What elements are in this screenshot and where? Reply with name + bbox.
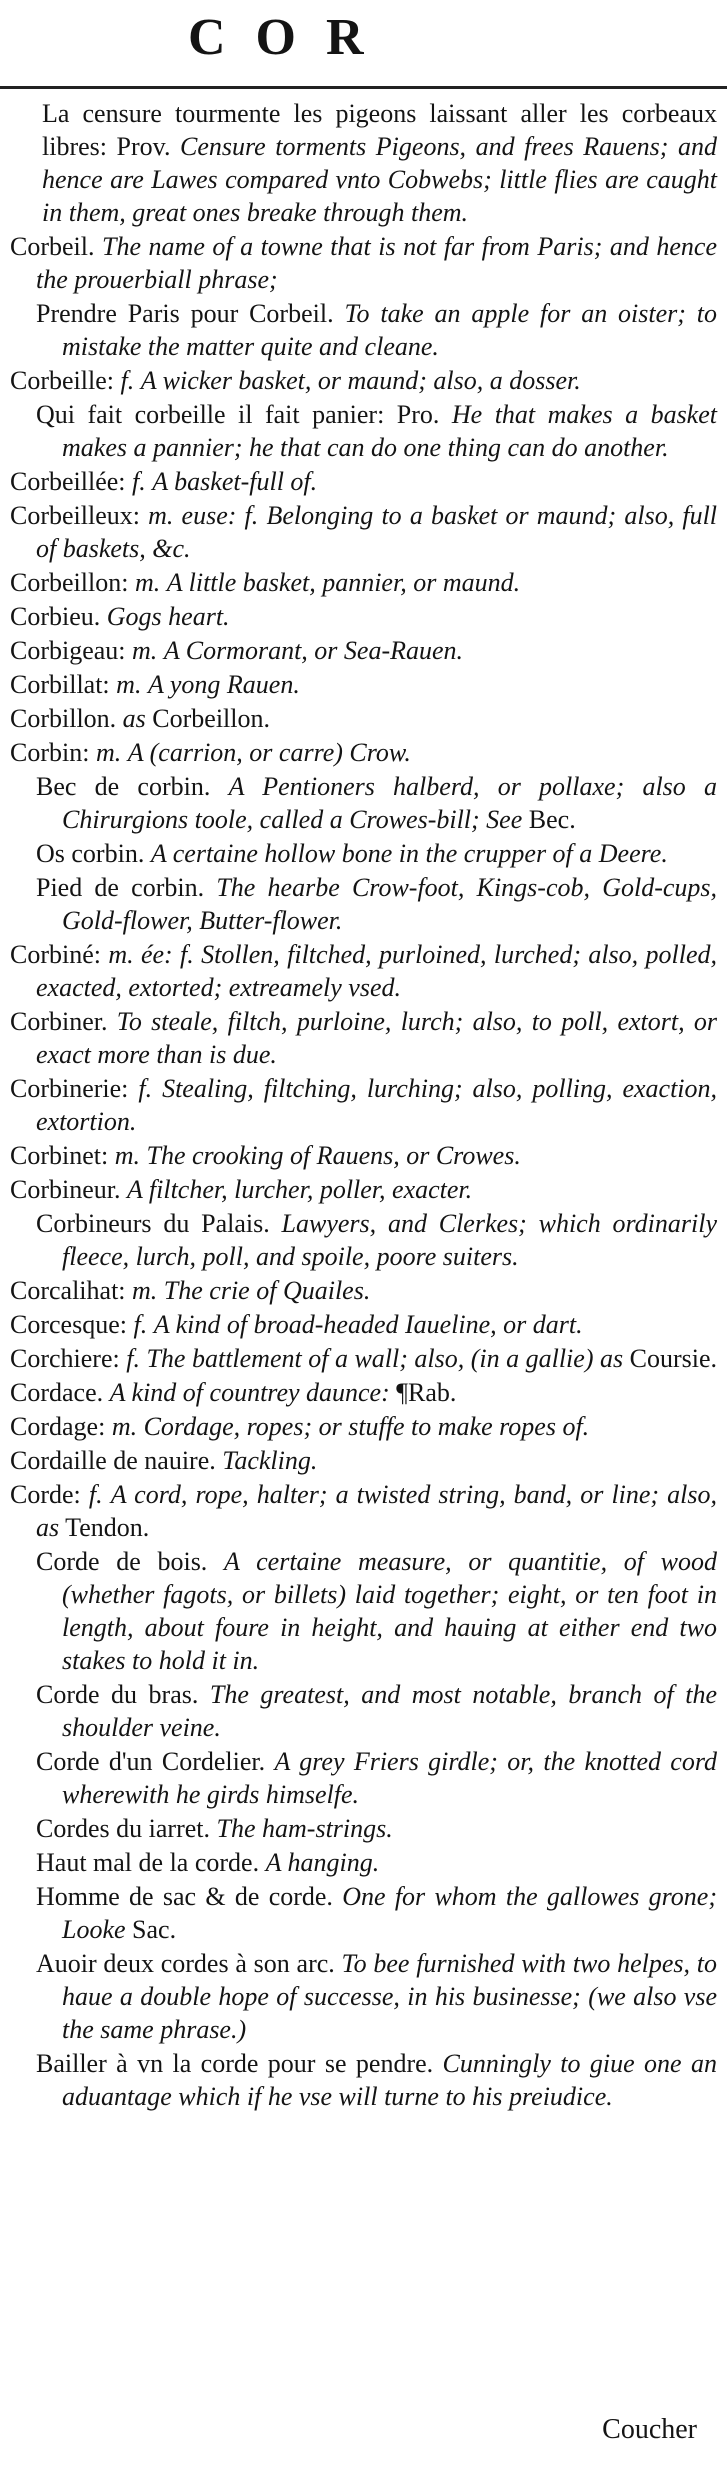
cross-reference: Sac. <box>132 1915 177 1944</box>
headword: Corbigeau: <box>10 636 126 665</box>
definition: Tackling. <box>222 1446 318 1475</box>
dictionary-entry <box>10 1478 717 1544</box>
definition: A cord, rope, halter; a twisted string, band, or line; also, as <box>36 1480 718 1542</box>
headword: Corbeilleux: <box>10 501 140 530</box>
dictionary-entry <box>10 1376 717 1409</box>
dictionary-subentry <box>10 297 717 363</box>
grammar-label: f. <box>138 1074 153 1103</box>
running-head: COR <box>188 9 394 66</box>
headword: Corbeillon: <box>10 568 129 597</box>
dictionary-subentry <box>10 1207 717 1273</box>
definition: Censure torments Pigeons, and frees Rauens; and hence are Lawes compared vnto Cobwebs; little flies are caught in them, great ones breake through them. <box>42 132 718 227</box>
dictionary-entry <box>10 668 717 701</box>
definition: A kind of broad-headed Iaueline, or dart. <box>153 1310 583 1339</box>
headword: Corbeillée: <box>10 467 126 496</box>
cross-reference: Coursie. <box>629 1344 717 1373</box>
catchword: Coucher <box>602 2414 697 2445</box>
dictionary-subentry <box>10 1846 717 1879</box>
grammar-label: m. <box>95 738 122 767</box>
headword: Corbeille: <box>10 366 114 395</box>
definition: as <box>122 704 146 733</box>
definition: To take an apple for an oister; to mistake the matter quite and cleane. <box>62 299 718 361</box>
grammar-label: f. <box>133 1310 148 1339</box>
headword: Corbillon. <box>10 704 117 733</box>
dictionary-entry <box>10 465 717 498</box>
dictionary-entry <box>10 566 717 599</box>
headword: Cordes du iarret. <box>36 1814 211 1843</box>
dictionary-entry <box>10 364 717 397</box>
dictionary-entry <box>10 1308 717 1341</box>
headword: Homme de sac & de corde. <box>36 1882 333 1911</box>
definition: The greatest, and most notable, branch of the shoulder veine. <box>62 1680 717 1742</box>
headword: Cordace. <box>10 1378 104 1407</box>
dictionary-entry <box>10 1139 717 1172</box>
headword: Corbinet: <box>10 1141 109 1170</box>
headword: Corbinerie: <box>10 1074 129 1103</box>
definition: The ham-strings. <box>216 1814 393 1843</box>
definition: Lawyers, and Clerkes; which ordinarily fleece, lurch, poll, and spoile, poore suiters. <box>62 1209 717 1271</box>
headword: Corbin: <box>10 738 90 767</box>
cross-reference: Tendon. <box>65 1513 150 1542</box>
dictionary-entry <box>10 736 717 769</box>
dictionary-entry <box>10 1072 717 1138</box>
grammar-label: f. <box>120 366 135 395</box>
dictionary-subentry <box>10 1880 717 1946</box>
dictionary-subentry <box>10 1812 717 1845</box>
dictionary-entry <box>10 634 717 667</box>
dictionary-entry <box>10 702 717 735</box>
definition: One for whom the gallowes grone; Looke <box>62 1882 718 1944</box>
grammar-label: m. <box>114 1141 140 1170</box>
definition: The battlement of a wall; also, (in a gallie) as <box>146 1344 624 1373</box>
dictionary-subentry <box>10 1745 717 1811</box>
headword: Cordaille de nauire. <box>10 1446 216 1475</box>
dictionary-entry <box>10 1342 717 1375</box>
definition: A (carrion, or carre) Crow. <box>127 738 411 767</box>
headword: Corbiné: <box>10 940 101 969</box>
definition: A Pentioners halberd, or pollaxe; also a Chirurgions toole, called a Crowes-bill; See <box>62 772 718 834</box>
headword: Haut mal de la corde. <box>36 1848 260 1877</box>
grammar-label: m. euse: f. <box>148 501 259 530</box>
definition: A hanging. <box>265 1848 380 1877</box>
definition: A wicker basket, or maund; also, a dosser. <box>140 366 581 395</box>
definition: The crooking of Rauens, or Crowes. <box>146 1141 521 1170</box>
dictionary-column <box>10 96 717 2456</box>
headword: Bec de corbin. <box>36 772 211 801</box>
definition: A basket-full of. <box>152 467 318 496</box>
headword: La censure tourmente les pigeons laissant aller les corbeaux libres: Prov. <box>42 99 717 161</box>
dictionary-subentry <box>10 1545 717 1677</box>
definition: Gogs heart. <box>106 602 230 631</box>
dictionary-entry <box>10 1410 717 1443</box>
headword: Qui fait corbeille il fait panier: Pro. <box>36 400 440 429</box>
definition: A grey Friers girdle; or, the knotted cord wherewith he girds himselfe. <box>62 1747 718 1809</box>
headword: Corbineur. <box>10 1175 121 1204</box>
dictionary-entry <box>10 230 717 296</box>
cross-reference: Corbeillon. <box>152 704 271 733</box>
definition: A yong Rauen. <box>147 670 300 699</box>
definition: A filtcher, lurcher, poller, exacter. <box>127 1175 473 1204</box>
page-header <box>0 8 727 66</box>
grammar-label: m. ée: f. <box>108 940 194 969</box>
definition: To bee furnished with two helpes, to haue a double hope of successe, in his businesse; (we also vse the same phrase.) <box>62 1949 718 2044</box>
grammar-label: f. <box>126 1344 140 1373</box>
definition: He that makes a basket makes a pannier; he that can do one thing can do another. <box>62 400 717 462</box>
definition: The hearbe Crow-foot, Kings-cob, Gold-cups, Gold-flower, Butter-flower. <box>62 873 718 935</box>
definition: A certaine hollow bone in the crupper of a Deere. <box>150 839 668 868</box>
definition: To steale, filtch, purloine, lurch; also, to poll, extort, or exact more than is due. <box>36 1007 717 1069</box>
headword: Corde de bois. <box>36 1547 208 1576</box>
headword: Corde d'un Cordelier. <box>36 1747 266 1776</box>
header-rule <box>0 86 727 89</box>
definition: Stollen, filtched, purloined, lurched; also, polled, exacted, extorted; extreamely vsed. <box>36 940 717 1002</box>
definition: The crie of Quailes. <box>163 1276 371 1305</box>
definition: Belonging to a basket or maund; also, full of baskets, &c. <box>36 501 718 563</box>
dictionary-subentry <box>10 837 717 870</box>
dictionary-subentry <box>10 1678 717 1744</box>
headword: Corbiner. <box>10 1007 108 1036</box>
headword: Os corbin. <box>36 839 145 868</box>
headword: Corde: <box>10 1480 81 1509</box>
cross-reference: Bec. <box>528 805 576 834</box>
headword: Corbieu. <box>10 602 101 631</box>
cross-reference: ¶Rab. <box>396 1378 457 1407</box>
dictionary-entry <box>10 97 717 229</box>
definition: Cunningly to giue one an aduantage which if he vse will turne to his preiudice. <box>62 2049 717 2111</box>
dictionary-subentry <box>10 770 717 836</box>
definition: A kind of countrey daunce: <box>109 1378 390 1407</box>
headword: Auoir deux cordes à son arc. <box>36 1949 335 1978</box>
grammar-label: m. <box>134 568 161 597</box>
grammar-label: m. <box>111 1412 138 1441</box>
dictionary-subentry <box>10 2047 717 2113</box>
headword: Prendre Paris pour Corbeil. <box>36 299 334 328</box>
dictionary-subentry <box>10 1947 717 2046</box>
headword: Corde du bras. <box>36 1680 199 1709</box>
dictionary-entry <box>10 600 717 633</box>
definition: A certaine measure, or quantitie, of wood (whether fagots, or billets) laid together; eight, or ten foot in length, about foure in height, and hauing at either end two stakes to hold it in. <box>62 1547 718 1675</box>
headword: Bailler à vn la corde pour se pendre. <box>36 2049 434 2078</box>
dictionary-entry <box>10 499 717 565</box>
dictionary-entry <box>10 1005 717 1071</box>
headword: Corbeil. <box>10 232 95 261</box>
grammar-label: m. <box>132 636 158 665</box>
headword: Pied de corbin. <box>36 873 205 902</box>
dictionary-subentry <box>10 398 717 464</box>
definition: Stealing, filtching, lurching; also, polling, exaction, extortion. <box>36 1074 718 1136</box>
headword: Corbillat: <box>10 670 110 699</box>
grammar-label: f. <box>132 467 146 496</box>
headword: Corbineurs du Palais. <box>36 1209 270 1238</box>
dictionary-entry <box>10 1173 717 1206</box>
dictionary-entry <box>10 1444 717 1477</box>
definition: Cordage, ropes; or stuffe to make ropes of. <box>143 1412 590 1441</box>
dictionary-entry <box>10 938 717 1004</box>
definition: A Cormorant, or Sea-Rauen. <box>163 636 464 665</box>
dictionary-subentry <box>10 871 717 937</box>
grammar-label: m. <box>132 1276 158 1305</box>
definition: The name of a towne that is not far from Paris; and hence the prouerbiall phrase; <box>36 232 718 294</box>
headword: Corchiere: <box>10 1344 120 1373</box>
grammar-label: f. <box>88 1480 103 1509</box>
dictionary-entry <box>10 1274 717 1307</box>
headword: Corcesque: <box>10 1310 127 1339</box>
headword: Cordage: <box>10 1412 106 1441</box>
headword: Corcalihat: <box>10 1276 126 1305</box>
grammar-label: m. <box>116 670 142 699</box>
definition: A little basket, pannier, or maund. <box>166 568 521 597</box>
